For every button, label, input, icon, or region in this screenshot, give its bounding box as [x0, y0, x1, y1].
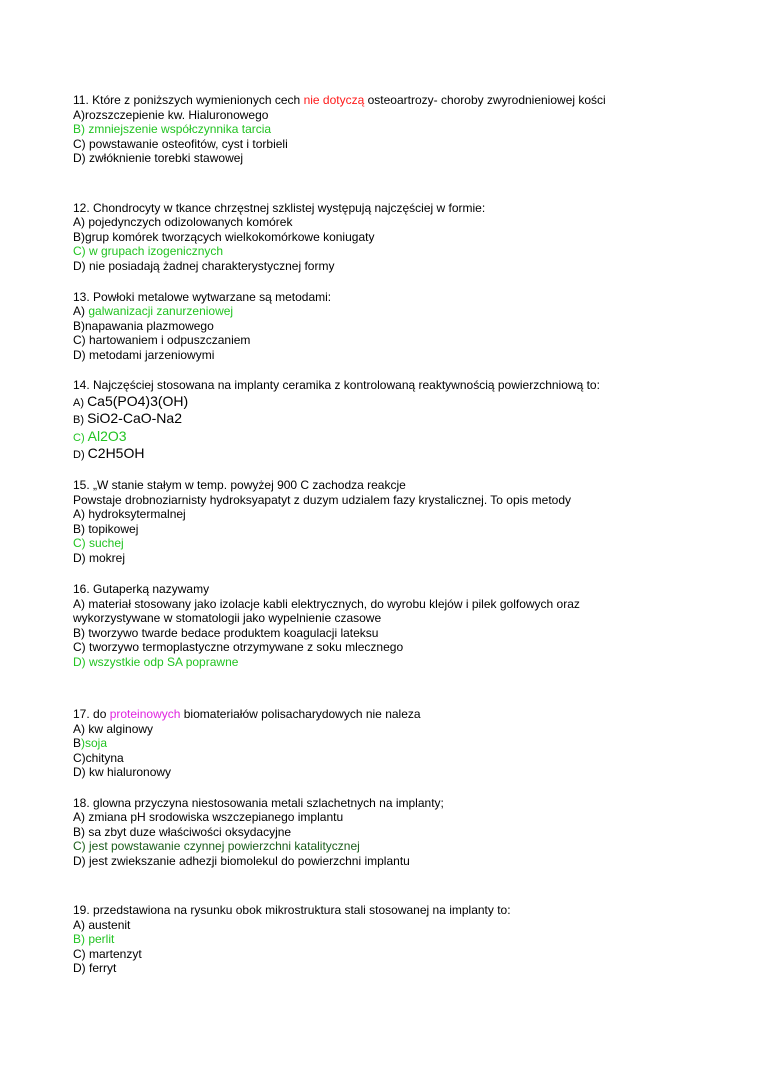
q14-answer-a-prefix: A): [73, 397, 88, 409]
q19-answer-d: D) ferryt: [73, 961, 117, 975]
q19-answer-a: A) austenit: [73, 918, 131, 932]
q13-answer-d: D) metodami jarzeniowymi: [73, 348, 215, 362]
q12-answer-c: C) w grupach izogenicznych: [73, 244, 224, 258]
q13-question: 13. Powłoki metalowe wytwarzane są metodami:: [73, 290, 332, 304]
q16-answer-a-line2: wykorzystywane w stomatologii jako wypelnienie czasowe: [73, 611, 382, 625]
q14-answer-c-text: Al2O3: [87, 428, 127, 444]
q17-answer-a: A) kw alginowy: [73, 722, 154, 736]
q13-answer-b: B)napawania plazmowego: [73, 319, 214, 333]
q12-answer-a: A) pojedynczych odizolowanych komórek: [73, 215, 293, 229]
q19-answer-b: B) perlit: [73, 932, 115, 946]
q15-answer-c: C) suchej: [73, 536, 124, 550]
q17-question: [73, 707, 421, 721]
q12-answer-b: B)grup komórek tworzących wielkokomórkowe koniugaty: [73, 230, 375, 244]
q11-answer-c: C) powstawanie osteofitów, cyst i torbieli: [73, 137, 288, 151]
q14-answer-d: [73, 445, 144, 464]
q11-question: [73, 93, 606, 107]
q11-answer-d: D) zwłóknienie torebki stawowej: [73, 151, 244, 165]
q15-answer-b: B) topikowej: [73, 522, 139, 536]
q11-answer-a: A)rozszczepienie kw. Hialuronowego: [73, 108, 269, 122]
q16-answer-a: A) materiał stosowany jako izolacje kabli elektrycznych, do wyrobu klejów i pilek golfowych oraz: [73, 597, 580, 611]
q17-question-post: biomateriałów polisacharydowych nie naleza: [180, 707, 421, 721]
q14-answer-c-prefix: C): [73, 432, 88, 444]
q12-question: 12. Chondrocyty w tkance chrzęstnej szklistej występują najczęściej w formie:: [73, 201, 486, 215]
q17-answer-b: [73, 736, 107, 750]
q13-answer-c: C) hartowaniem i odpuszczaniem: [73, 333, 251, 347]
q16-question: 16. Gutaperką nazywamy: [73, 582, 210, 596]
q13-answer-a-prefix: A): [73, 304, 89, 318]
q18-answer-d: D) jest zwiekszanie adhezji biomolekul do powierzchni implantu: [73, 854, 410, 868]
q17-question-highlight: proteinowych: [109, 707, 181, 721]
q14-answer-b-prefix: B): [73, 414, 88, 426]
q11-question-pre: 11. Które z poniższych wymienionych cech: [73, 93, 304, 107]
q13-answer-a-text: galwanizacji zanurzeniowej: [88, 304, 234, 318]
q17-question-pre: 17. do: [73, 707, 110, 721]
q15-answer-a: A) hydroksytermalnej: [73, 507, 186, 521]
q18-answer-b: B) sa zbyt duze właściwości oksydacyjne: [73, 825, 292, 839]
q14-answer-a-text: Ca5(PO4)3(OH): [87, 393, 189, 409]
q17-answer-b-text: )soja: [81, 736, 108, 750]
q14-question: 14. Najczęściej stosowana na implanty ceramika z kontrolowaną reaktywnością powierzchniową to:: [73, 378, 600, 392]
q14-answer-d-prefix: D): [73, 449, 88, 461]
q13-answer-a: [73, 304, 233, 318]
q19-answer-c: C) martenzyt: [73, 947, 142, 961]
q14-answer-d-text: C2H5OH: [87, 445, 145, 461]
q11-question-post: osteoartrozy- choroby zwyrodnieniowej kości: [364, 93, 606, 107]
q18-answer-c: C) jest powstawanie czynnej powierzchni katalitycznej: [73, 839, 360, 853]
q17-answer-b-prefix: B: [73, 736, 82, 750]
q14-answer-b: [73, 410, 182, 429]
q16-answer-d: D) wszystkie odp SA poprawne: [73, 655, 239, 669]
q11-question-highlight: nie dotyczą: [303, 93, 365, 107]
q17-answer-d: D) kw hialuronowy: [73, 765, 172, 779]
q15-answer-d: D) mokrej: [73, 551, 126, 565]
q16-answer-c: C) tworzywo termoplastyczne otrzymywane z soku mlecznego: [73, 640, 404, 654]
q18-question: 18. glowna przyczyna niestosowania metali szlachetnych na implanty;: [73, 796, 444, 810]
q15-question-line2: Powstaje drobnoziarnisty hydroksyapatyt z duzym udzialem fazy krystalicznej. To opis metody: [73, 493, 571, 507]
q15-question: 15. „W stanie stałym w temp. powyżej 900 C zachodza reakcje: [73, 478, 406, 492]
q14-answer-b-text: SiO2-CaO-Na2: [87, 410, 182, 426]
q17-answer-c: C)chityna: [73, 751, 124, 765]
q11-answer-b: B) zmniejszenie współczynnika tarcia: [73, 122, 272, 136]
q16-answer-b: B) tworzywo twarde bedace produktem koagulacji lateksu: [73, 626, 379, 640]
q18-answer-a: A) zmiana pH srodowiska wszczepianego implantu: [73, 810, 344, 824]
q19-question: 19. przedstawiona na rysunku obok mikrostruktura stali stosowanej na implanty to:: [73, 903, 511, 917]
q12-answer-d: D) nie posiadają żadnej charakterystycznej formy: [73, 259, 335, 273]
